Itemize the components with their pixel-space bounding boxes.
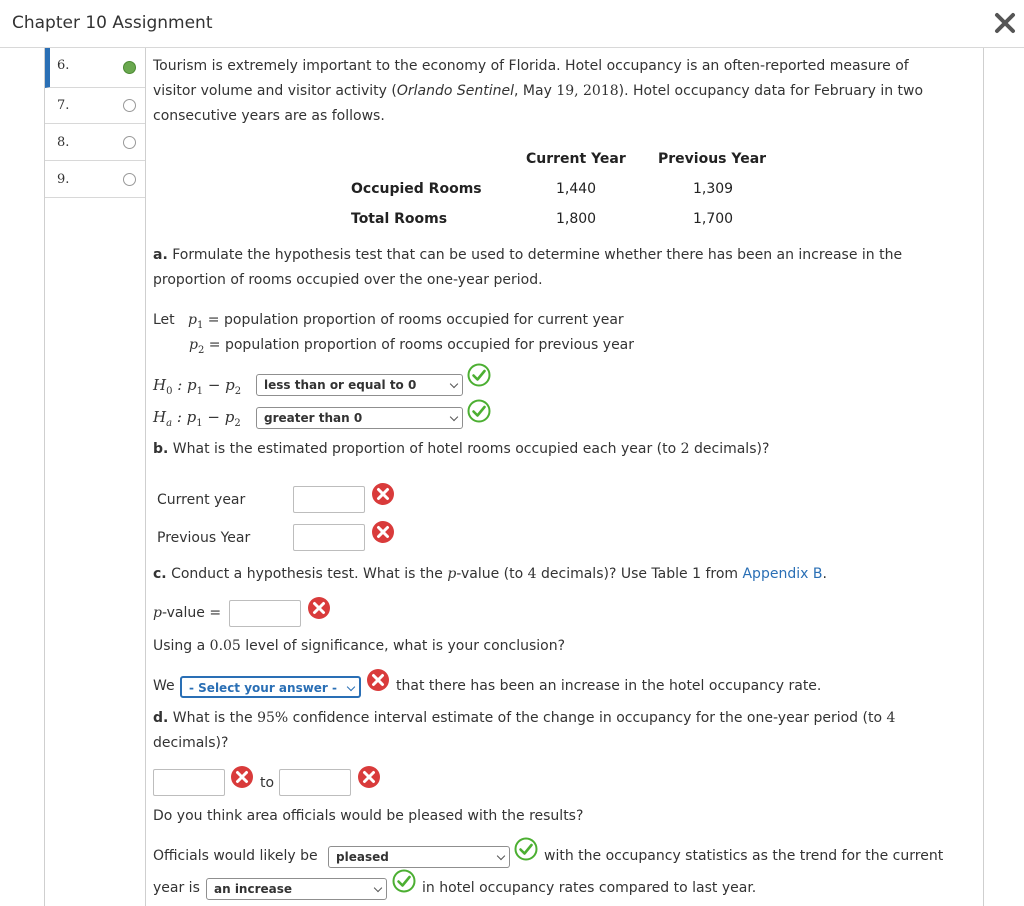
equals-sign: = bbox=[204, 337, 225, 353]
p1-subscript: 1 bbox=[196, 319, 204, 331]
current-year-label: Current year bbox=[157, 492, 246, 508]
to-label: to bbox=[260, 775, 275, 791]
close-icon[interactable] bbox=[992, 10, 1018, 36]
year-trend-select-value: an increase bbox=[214, 882, 293, 896]
ci-upper-input[interactable] bbox=[279, 769, 351, 796]
chevron-down-icon bbox=[497, 852, 505, 860]
column-header-current: Current Year bbox=[526, 151, 626, 167]
question-nav-item-7[interactable] bbox=[45, 88, 145, 124]
incorrect-x-icon bbox=[371, 520, 395, 544]
question-status-icon bbox=[123, 61, 136, 74]
incorrect-x-icon bbox=[366, 668, 390, 692]
ha-expr: : p bbox=[172, 408, 197, 426]
part-d-text: confidence interval estimate of the change in occupancy for the one-year period (to bbox=[288, 710, 887, 726]
question-number: 9. bbox=[57, 172, 70, 187]
row-label-total: Total Rooms bbox=[351, 211, 448, 227]
chevron-down-icon bbox=[450, 380, 458, 388]
appendix-b-link[interactable]: Appendix B bbox=[742, 566, 823, 582]
confidence-level: 95% bbox=[257, 710, 289, 726]
previous-year-label: Previous Year bbox=[157, 530, 251, 546]
incorrect-x-icon bbox=[307, 596, 331, 620]
question-status-icon bbox=[123, 136, 136, 149]
ha-select-value: greater than 0 bbox=[264, 411, 363, 425]
officials-text: Officials would likely be bbox=[153, 848, 318, 864]
question-number: 7. bbox=[57, 98, 70, 113]
question-nav-item-6[interactable] bbox=[45, 48, 145, 88]
conclusion-select[interactable] bbox=[180, 676, 361, 698]
part-b-text: What is the estimated proportion of hotel rooms occupied each year (to bbox=[168, 441, 681, 457]
p2-definition: population proportion of rooms occupied for previous year bbox=[224, 337, 635, 353]
intro-text: visitor volume and visitor activity ( bbox=[153, 83, 397, 99]
incorrect-x-icon bbox=[371, 482, 395, 506]
p1-symbol: p bbox=[188, 312, 197, 328]
correct-check-icon bbox=[467, 363, 491, 387]
officials-question: Do you think area officials would be pleased with the results? bbox=[153, 808, 584, 824]
significance-level: 0.05 bbox=[209, 638, 241, 654]
assignment-title: Chapter 10 Assignment bbox=[12, 13, 213, 33]
equals-sign: = bbox=[203, 312, 224, 328]
intro-text: , May bbox=[514, 83, 557, 99]
cell-total-previous: 1,700 bbox=[693, 211, 734, 227]
part-b-question bbox=[153, 437, 769, 462]
correct-check-icon bbox=[514, 837, 538, 861]
chevron-down-icon bbox=[450, 413, 458, 421]
part-a-text: Formulate the hypothesis test that can be used to determine whether there has been an increase in the bbox=[167, 247, 903, 263]
alternative-hypothesis bbox=[153, 405, 241, 436]
part-b-text: decimals)? bbox=[689, 441, 770, 457]
officials-select[interactable] bbox=[328, 846, 510, 868]
question-navigator bbox=[44, 48, 146, 906]
part-c-decimals: 4 bbox=[527, 566, 537, 582]
p2-subscript: 2 bbox=[197, 344, 205, 356]
definition-p2 bbox=[189, 333, 634, 363]
h0-select-value: less than or equal to 0 bbox=[264, 378, 417, 392]
part-c-text: . bbox=[822, 566, 827, 582]
p2-symbol: p bbox=[189, 337, 198, 353]
part-label: a. bbox=[153, 247, 168, 263]
pvalue-text: -value = bbox=[161, 605, 222, 621]
part-d-line-2: decimals)? bbox=[153, 735, 229, 751]
p2-subscript: 2 bbox=[234, 418, 241, 429]
title-bar bbox=[0, 0, 1024, 48]
cell-occupied-previous: 1,309 bbox=[693, 181, 734, 197]
question-nav-item-9[interactable] bbox=[45, 162, 145, 198]
question-status-icon bbox=[123, 99, 136, 112]
part-c-text: Conduct a hypothesis test. What is the bbox=[166, 566, 448, 582]
correct-check-icon bbox=[392, 869, 416, 893]
source-title: Orlando Sentinel bbox=[396, 83, 515, 99]
officials-select-value: pleased bbox=[336, 850, 389, 864]
ha-expr-mid: − p bbox=[202, 408, 235, 426]
p2-subscript: 2 bbox=[234, 386, 242, 397]
h0-subscript: 0 bbox=[166, 386, 173, 397]
row-label-occupied: Occupied Rooms bbox=[351, 181, 482, 197]
part-b-decimals: 2 bbox=[680, 441, 690, 457]
null-hypothesis bbox=[153, 373, 241, 404]
part-c-text: decimals)? Use Table 1 from bbox=[536, 566, 743, 582]
intro-text: ). Hotel occupancy data for February in two bbox=[618, 83, 924, 99]
p-symbol: p bbox=[153, 605, 162, 621]
column-header-previous: Previous Year bbox=[658, 151, 767, 167]
pvalue-input[interactable] bbox=[229, 600, 301, 627]
chevron-down-icon bbox=[347, 683, 355, 691]
year-trend-text: in hotel occupancy rates compared to last year. bbox=[422, 880, 757, 896]
intro-line-3: consecutive years are as follows. bbox=[153, 108, 385, 124]
significance-text: Using a bbox=[153, 638, 210, 654]
incorrect-x-icon bbox=[357, 765, 381, 789]
conclusion-text: that there has been an increase in the hotel occupancy rate. bbox=[396, 678, 822, 694]
part-d-decimals: 4 bbox=[886, 710, 896, 726]
previous-year-input[interactable] bbox=[293, 524, 365, 551]
part-c-question bbox=[153, 562, 827, 587]
question-number: 8. bbox=[57, 135, 70, 150]
intro-line-1: Tourism is extremely important to the economy of Florida. Hotel occupancy is an often-reported measure of bbox=[153, 58, 909, 74]
part-label: c. bbox=[153, 566, 167, 582]
significance-question bbox=[153, 634, 565, 659]
part-a-line-1 bbox=[153, 243, 902, 268]
officials-text-continued: with the occupancy statistics as the trend for the current bbox=[544, 848, 944, 864]
ci-lower-input[interactable] bbox=[153, 769, 225, 796]
let-label: Let bbox=[153, 312, 175, 328]
intro-line-2 bbox=[153, 79, 923, 104]
part-label: d. bbox=[153, 710, 169, 726]
h0-select[interactable] bbox=[256, 374, 463, 396]
ha-symbol: H bbox=[153, 408, 167, 426]
ha-subscript: a bbox=[166, 418, 173, 429]
part-label: b. bbox=[153, 441, 169, 457]
correct-check-icon bbox=[467, 399, 491, 423]
we-label: We bbox=[153, 678, 175, 694]
cell-total-current: 1,800 bbox=[556, 211, 597, 227]
p-symbol: p bbox=[447, 566, 457, 582]
part-d-line-1 bbox=[153, 706, 895, 731]
question-nav-item-8[interactable] bbox=[45, 125, 145, 161]
significance-text: level of significance, what is your conclusion? bbox=[240, 638, 566, 654]
question-number: 6. bbox=[57, 58, 70, 73]
year-is-label: year is bbox=[153, 880, 200, 896]
chevron-down-icon bbox=[374, 884, 382, 892]
question-status-icon bbox=[123, 173, 136, 186]
p1-subscript: 1 bbox=[196, 418, 203, 429]
part-a-line-2: proportion of rooms occupied over the one-year period. bbox=[153, 272, 543, 288]
p1-subscript: 1 bbox=[196, 386, 204, 397]
h0-expr-mid: − p bbox=[203, 376, 235, 394]
h0-expr: : p bbox=[172, 376, 197, 394]
part-c-text: -value (to bbox=[456, 566, 528, 582]
p1-definition: population proportion of rooms occupied for current year bbox=[224, 312, 624, 328]
source-date: 19, 2018 bbox=[556, 83, 619, 99]
content-border bbox=[983, 48, 984, 906]
part-d-text: What is the bbox=[168, 710, 258, 726]
h0-symbol: H bbox=[153, 376, 167, 394]
pvalue-label bbox=[153, 601, 221, 626]
incorrect-x-icon bbox=[230, 765, 254, 789]
conclusion-select-value: - Select your answer - bbox=[189, 681, 338, 695]
cell-occupied-current: 1,440 bbox=[556, 181, 597, 197]
current-year-input[interactable] bbox=[293, 486, 365, 513]
ha-select[interactable] bbox=[256, 407, 463, 429]
year-trend-select[interactable] bbox=[206, 878, 387, 900]
